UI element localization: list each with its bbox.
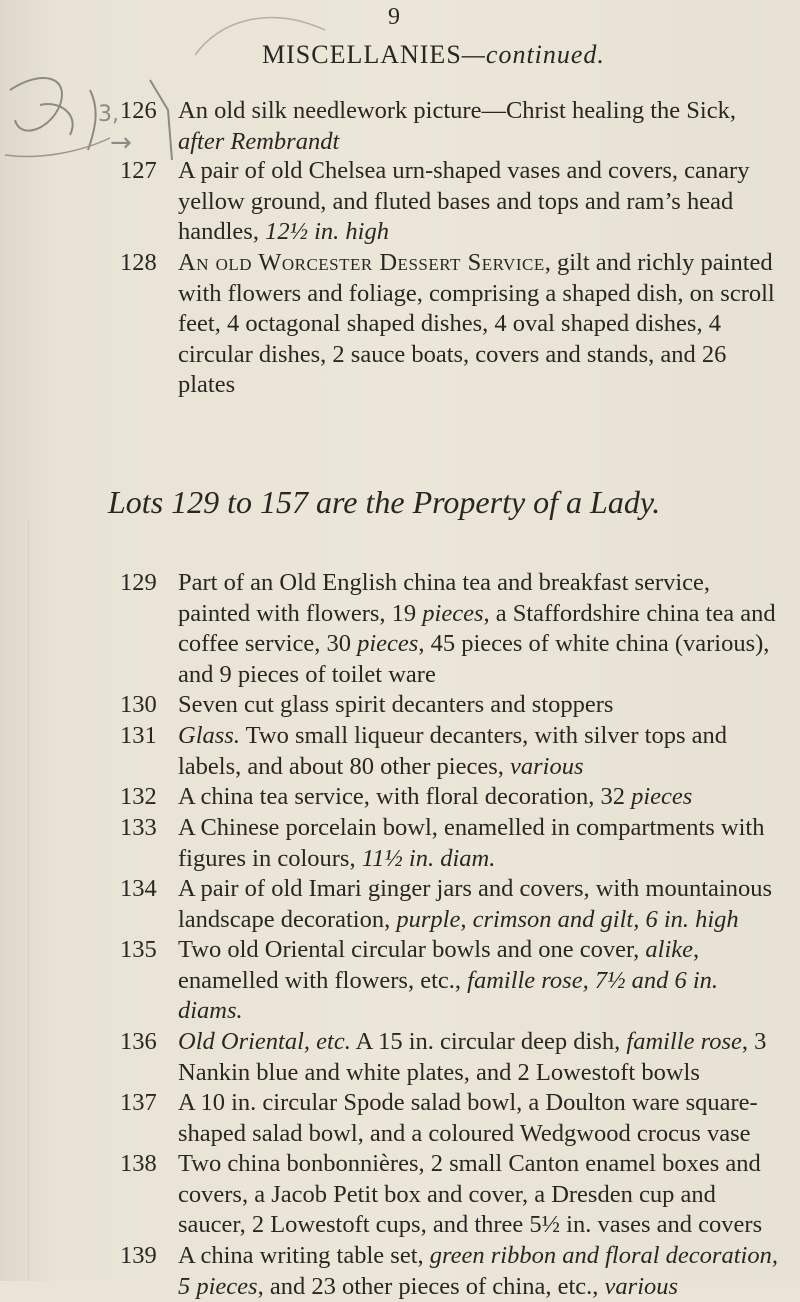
lot-text-run: A Chinese porcelain bowl, enamelled in compartments with figures in colours, — [178, 814, 765, 872]
lot-text-run: , gilt and richly painted with flowers and foliage, comprising a shaped dish, on scroll feet, 4 octagonal shaped dishes, 4 oval shaped dishes, 4 circular dishes, 2 sauce boats, covers and stands, and 26 plates — [178, 249, 775, 398]
lot-description — [178, 1241, 778, 1302]
lot-description — [178, 1088, 778, 1149]
lot-text-run: famille rose, 7½ and 6 in. diams. — [178, 966, 719, 1024]
lot-text-run: alike — [645, 936, 694, 963]
pencil-arrow: → — [110, 128, 132, 158]
lot-description — [178, 935, 778, 1027]
lot-text-run: An old Worcester Dessert Service — [178, 249, 545, 276]
group-heading: Lots 129 to 157 are the Property of a Lady. — [108, 484, 661, 520]
lot-text-run: Two old Oriental circular bowls and one cover, — [178, 936, 646, 963]
lot-137 — [120, 1088, 778, 1149]
lot-description — [178, 690, 778, 721]
lot-text-run: purple, crimson and gilt, 6 in. high — [396, 905, 739, 933]
lot-number: 128 — [120, 249, 157, 276]
lot-number: 134 — [120, 875, 157, 902]
lot-description — [178, 96, 778, 157]
lot-text-run: 12½ in. high — [265, 218, 389, 245]
lot-139 — [120, 1241, 778, 1302]
lot-number: 127 — [120, 157, 157, 184]
lot-text-run: A 15 in. circular deep dish, — [350, 1028, 627, 1055]
lot-number: 135 — [120, 936, 157, 963]
pencil-mark-small: 3, — [98, 102, 119, 127]
lot-description — [178, 568, 778, 690]
lot-number: 132 — [120, 783, 157, 810]
lot-text-run: A 10 in. circular Spode salad bowl, a Doulton ware square-shaped salad bowl, and a coloured Wedgwood crocus vase — [178, 1089, 758, 1147]
lot-text-run: green ribbon and floral decoration, 5 pieces — [178, 1242, 778, 1300]
lot-text-run: pieces — [422, 599, 484, 627]
lot-text-run: various — [604, 1272, 679, 1300]
lot-text-run: , a Staffordshire china tea and coffee service, 30 — [178, 599, 776, 657]
lot-description — [178, 782, 778, 813]
lot-text-run: Old Oriental, etc. — [178, 1028, 351, 1055]
lot-127 — [120, 156, 778, 248]
lot-number: 130 — [120, 691, 157, 718]
lot-number: 136 — [120, 1028, 157, 1055]
lot-text-run: various — [510, 752, 584, 780]
lot-text-run: An old silk needlework picture—Christ healing the Sick, — [178, 97, 736, 124]
lot-128 — [120, 248, 778, 401]
lot-description — [178, 813, 778, 874]
section-heading — [262, 40, 605, 70]
lot-135 — [120, 935, 778, 1027]
lot-text-run: Two small liqueur decanters, with silver tops and labels, and about 80 other pieces, — [178, 722, 728, 780]
lot-133 — [120, 813, 778, 874]
lot-text-run: , and 23 other pieces of china, etc., — [257, 1272, 605, 1300]
lot-text-run: A pair of old Imari ginger jars and covers, with mountainous landscape decoration, — [178, 875, 772, 933]
lot-description — [178, 1149, 778, 1241]
lot-number: 133 — [120, 814, 157, 841]
lot-text-run: A pair of old Chelsea urn-shaped vases and covers, canary yellow ground, and fluted bases and tops and ram’s head handles, — [178, 157, 750, 245]
lot-text-run: 11½ in. diam. — [361, 844, 496, 872]
lot-130 — [120, 690, 778, 721]
lot-131 — [120, 721, 778, 782]
lot-number: 137 — [120, 1089, 157, 1116]
lot-138 — [120, 1149, 778, 1241]
lot-136 — [120, 1027, 778, 1088]
page-edge — [0, 520, 29, 1281]
lot-description — [178, 721, 778, 782]
page-number: 9 — [388, 4, 400, 30]
lot-description — [178, 248, 778, 401]
lot-text-run: , 45 pieces of white china (various), and 9 pieces of toilet ware — [178, 630, 770, 688]
lot-number: 138 — [120, 1150, 157, 1177]
lot-number: 139 — [120, 1242, 157, 1269]
heading-continued: —continued. — [461, 40, 605, 69]
lot-text-run: Seven cut glass spirit decanters and stoppers — [178, 691, 614, 718]
lot-text-run: A china tea service, with floral decoration, 32 — [178, 783, 632, 810]
lot-number: 129 — [120, 569, 157, 596]
lot-126 — [120, 96, 778, 157]
lot-text-run: pieces — [357, 630, 419, 657]
lot-number: 131 — [120, 722, 157, 749]
lot-description — [178, 1027, 778, 1088]
lot-129 — [120, 568, 778, 690]
lot-text-run: , 3 Nankin blue and white plates, and 2 Lowestoft bowls — [178, 1028, 767, 1086]
lot-132 — [120, 782, 778, 813]
lot-text-run: Two china bonbonnières, 2 small Canton enamel boxes and covers, a Jacob Petit box and cover, a Dresden cup and saucer, 2 Lowestoft cups, and three 5½ in. vases and covers — [178, 1150, 763, 1238]
lot-text-run: famille rose — [626, 1028, 742, 1055]
lot-134 — [120, 874, 778, 935]
lot-number: 126 — [120, 97, 157, 124]
lot-text-run: pieces — [631, 783, 693, 810]
lot-text-run: Part of an Old English china tea and breakfast service, painted with flowers, 19 — [178, 569, 711, 627]
lot-text-run: Glass. — [178, 722, 240, 749]
lot-text-run: after Rembrandt — [178, 127, 340, 155]
lot-text-run: , enamelled with flowers, etc., — [178, 936, 700, 994]
lot-description — [178, 156, 778, 248]
lot-description — [178, 874, 778, 935]
lot-text-run: A china writing table set, — [178, 1242, 430, 1269]
heading-text: MISCELLANIES — [262, 40, 462, 69]
